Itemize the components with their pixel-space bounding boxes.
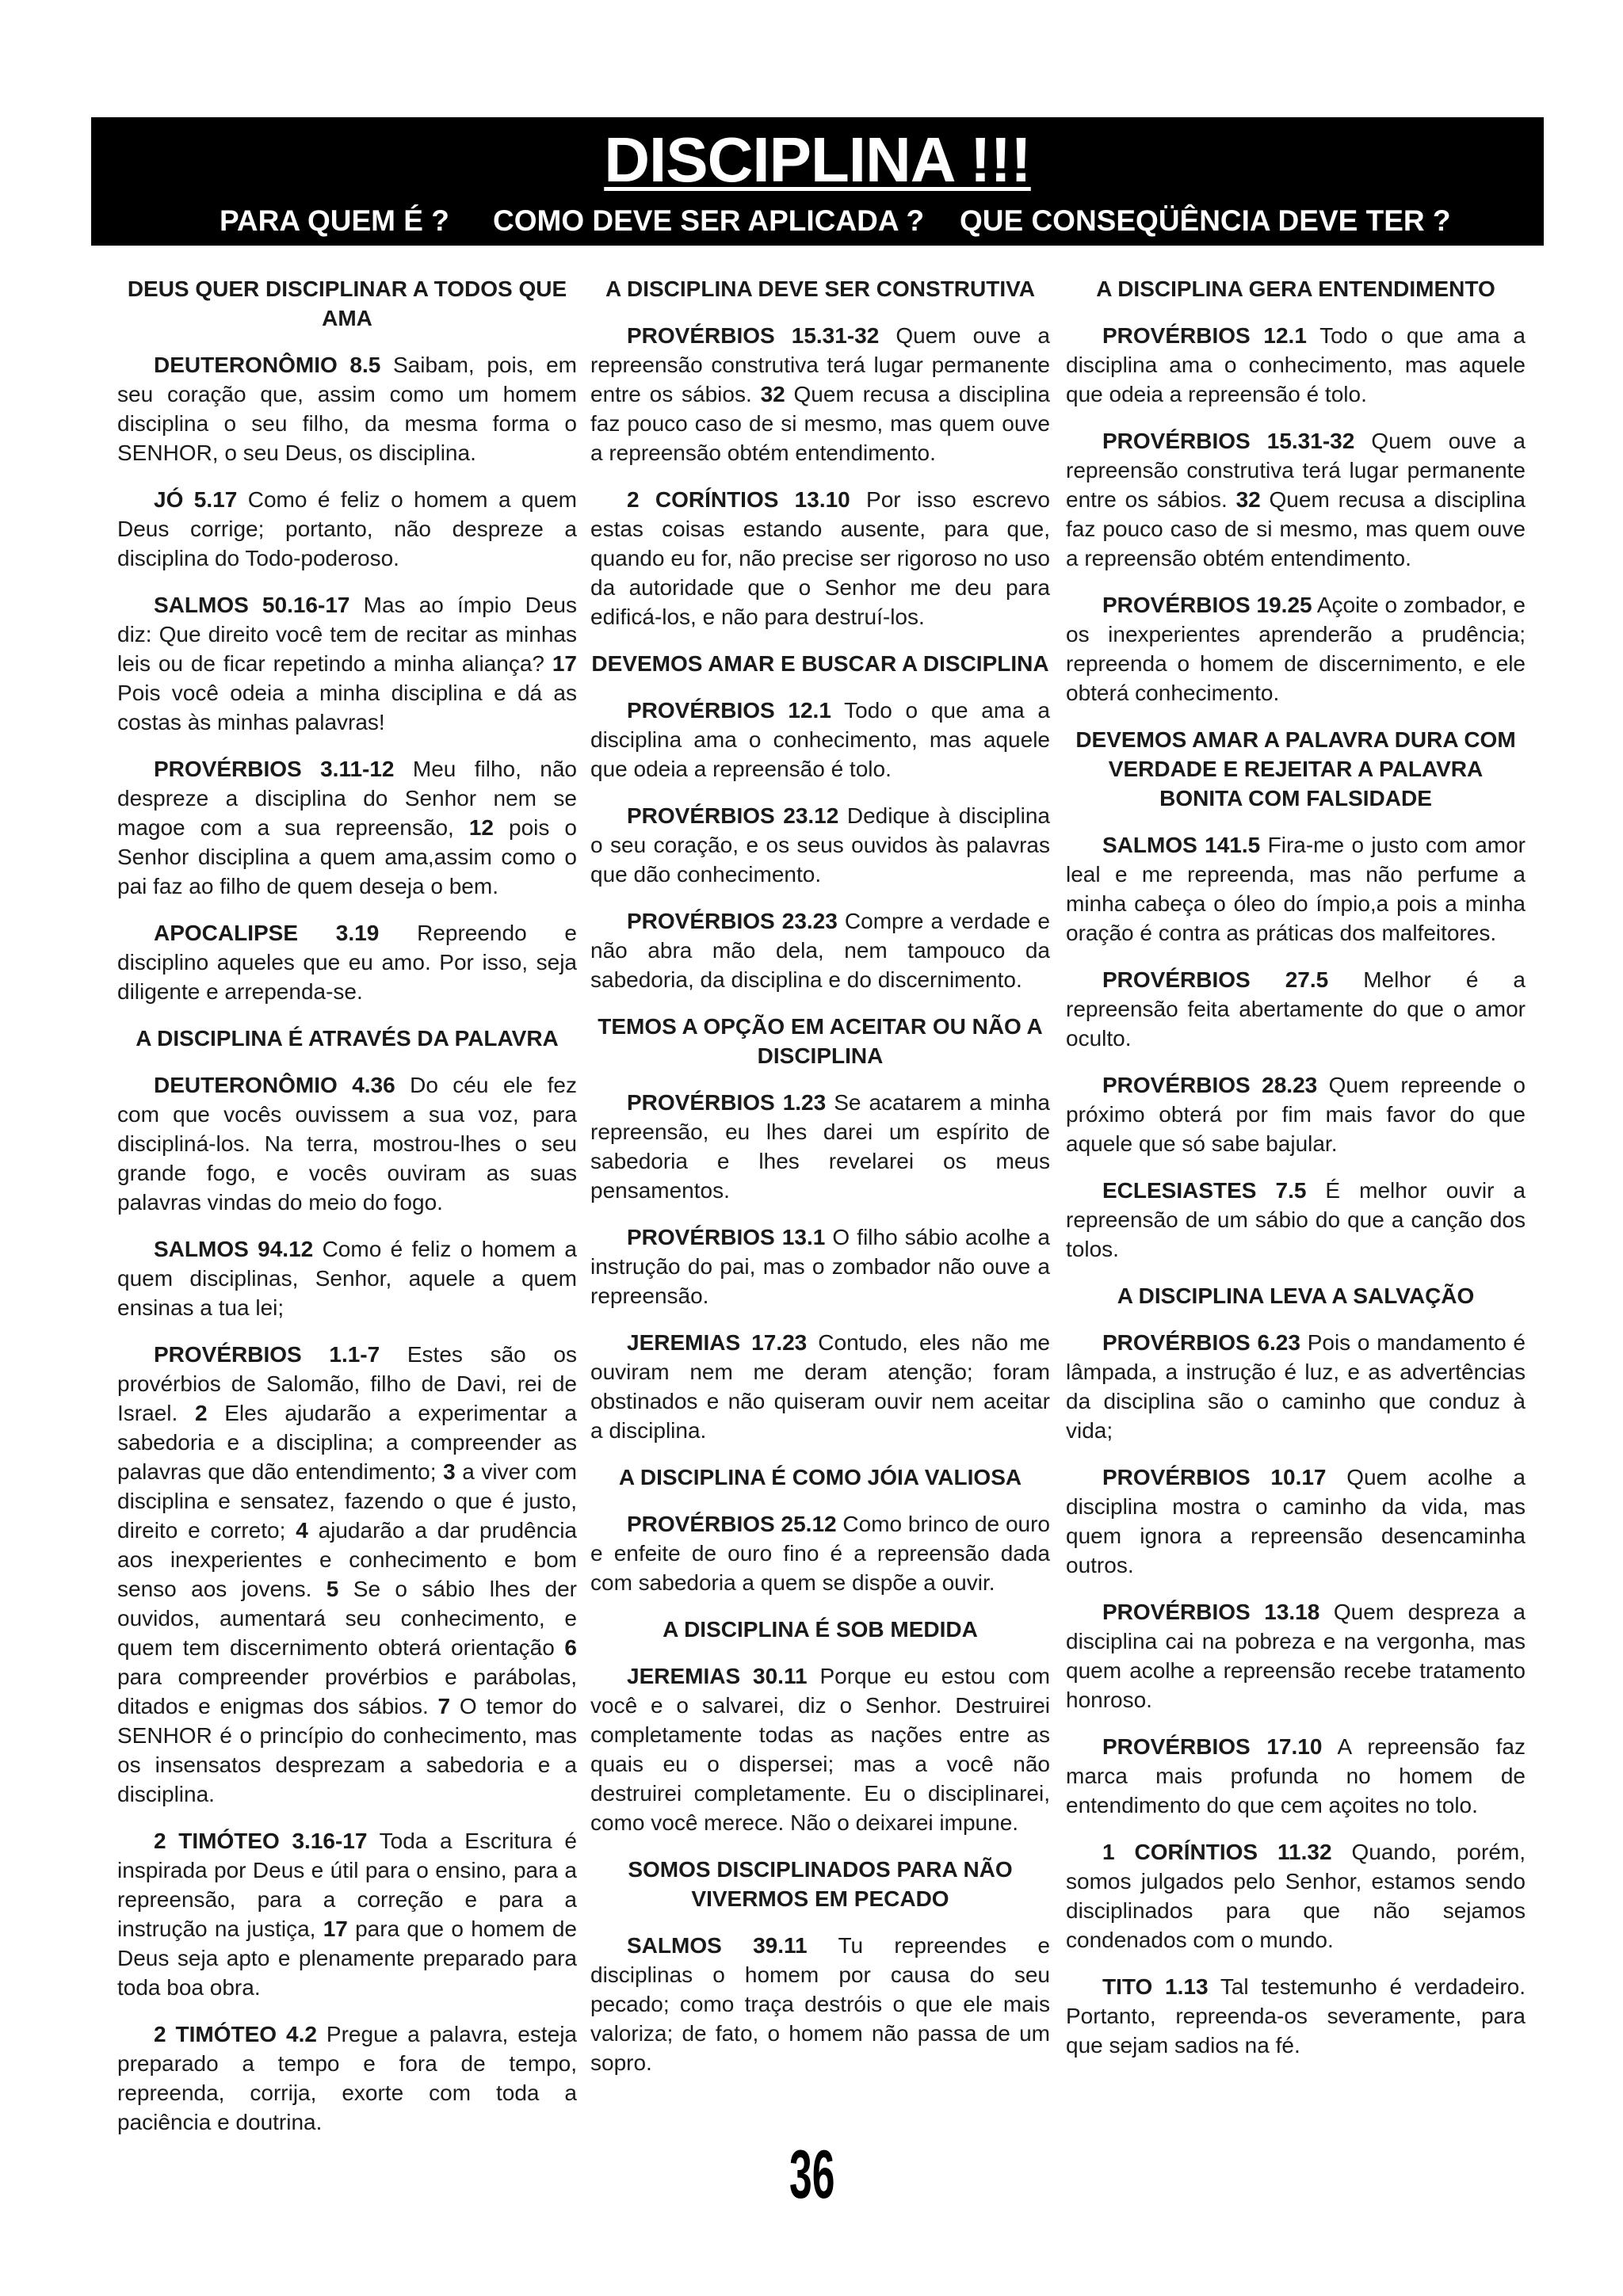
verse-text: Por isso escrevo estas coisas estando ausente, para que, quando eu for, não precise ser rigoroso no uso da autoridade que o Senhor me deu para edificá-los, e não para destruí-los. bbox=[590, 487, 1051, 629]
verse-text: Saibam, pois, em seu coração que, assim como um homem disciplina o seu filho, da mesma forma o SENHOR, o seu Deus, os disciplina. bbox=[117, 353, 577, 465]
verse-reference: PROVÉRBIOS 17.10 bbox=[1102, 1734, 1323, 1759]
verse-paragraph bbox=[117, 754, 577, 901]
verse-paragraph bbox=[1066, 1837, 1526, 1955]
verse-reference: TITO 1.13 bbox=[1102, 1974, 1209, 1999]
verse-text: para compreender provérbios e parábolas, ditados e enigmas dos sábios. bbox=[117, 1665, 577, 1718]
section-heading: A DISCIPLINA É ATRAVÉS DA PALAVRA bbox=[136, 1026, 559, 1051]
verse-number: 17 bbox=[323, 1917, 348, 1941]
header-question-consequence: QUE CONSEQÜÊNCIA DEVE TER ? bbox=[960, 204, 1451, 237]
verse-text: Meu filho, não despreze a disciplina do Senhor nem se magoe com a sua repreensão, bbox=[117, 757, 577, 840]
page-header bbox=[91, 117, 1544, 246]
verse-paragraph bbox=[590, 801, 1050, 889]
verse-reference: PROVÉRBIOS 1.23 bbox=[627, 1090, 827, 1115]
verse-text: A repreensão faz marca mais profunda no homem de entendimento do que cem açoites no tolo. bbox=[1066, 1734, 1526, 1817]
verse-text: Tal testemunho é verdadeiro. Portanto, repreenda-os severamente, para que sejam sadios na fé. bbox=[1066, 1974, 1526, 2058]
verse-text: Se acatarem a minha repreensão, eu lhes darei um espírito de sabedoria e lhes revelarei os meus pensamentos. bbox=[590, 1090, 1050, 1203]
verse-reference: JEREMIAS 30.11 bbox=[627, 1664, 808, 1688]
verse-text: Como é feliz o homem a quem Deus corrige; portanto, não despreze a disciplina do Todo-poderoso. bbox=[117, 487, 577, 570]
verse-paragraph bbox=[1066, 590, 1526, 707]
verse-text: Pois você odeia a minha disciplina e dá as costas às minhas palavras! bbox=[117, 681, 577, 734]
verse-number: 2 bbox=[194, 1401, 208, 1425]
verse-number: 7 bbox=[437, 1694, 451, 1718]
verse-paragraph bbox=[1066, 1328, 1526, 1445]
verse-reference: PROVÉRBIOS 27.5 bbox=[1102, 967, 1329, 992]
verse-paragraph bbox=[117, 485, 577, 573]
verse-text: Eles ajudarão a experimentar a sabedoria e a disciplina; a compreender as palavras que dão entendimento; bbox=[117, 1401, 577, 1484]
text-column-2 bbox=[590, 274, 1050, 2095]
verse-reference: ECLESIASTES 7.5 bbox=[1102, 1178, 1307, 1203]
section-heading: A DISCIPLINA É COMO JÓIA VALIOSA bbox=[618, 1465, 1022, 1489]
verse-paragraph bbox=[1066, 1070, 1526, 1158]
verse-number: 12 bbox=[468, 815, 494, 840]
verse-reference: PROVÉRBIOS 28.23 bbox=[1102, 1073, 1318, 1097]
verse-text: a viver com disciplina e sensatez, fazendo o que é justo, direito e correto; bbox=[117, 1459, 577, 1543]
verse-paragraph bbox=[590, 696, 1050, 784]
header-question-who: PARA QUEM É ? bbox=[220, 204, 449, 237]
verse-reference: PROVÉRBIOS 23.12 bbox=[627, 803, 839, 828]
verse-reference: JEREMIAS 17.23 bbox=[627, 1330, 808, 1355]
verse-text: Compre a verdade e não abra mão dela, nem tampouco da sabedoria, da disciplina e do discernimento. bbox=[590, 909, 1050, 992]
verse-text: É melhor ouvir a repreensão de um sábio do que a canção dos tolos. bbox=[1066, 1178, 1526, 1261]
verse-text: Melhor é a repreensão feita abertamente do que o amor oculto. bbox=[1066, 967, 1526, 1051]
verse-text: Quem repreende o próximo obterá por fim mais favor do que aquele que só sabe bajular. bbox=[1066, 1073, 1526, 1156]
verse-text: ajudarão a dar prudência aos inexperientes e conhecimento e bom senso aos jovens. bbox=[117, 1518, 577, 1601]
verse-text: Toda a Escritura é inspirada por Deus e útil para o ensino, para a repreensão, para a correção e para a instrução na justiça, bbox=[117, 1829, 577, 1941]
verse-reference: DEUTERONÔMIO 8.5 bbox=[154, 353, 381, 377]
verse-reference: PROVÉRBIOS 25.12 bbox=[627, 1512, 837, 1536]
verse-reference: SALMOS 50.16-17 bbox=[154, 593, 350, 617]
verse-text: Todo o que ama a disciplina ama o conhecimento, mas aquele que odeia a repreensão é tolo. bbox=[1066, 323, 1526, 406]
section-heading: A DISCIPLINA GERA ENTENDIMENTO bbox=[1096, 277, 1495, 301]
verse-text: O temor do SENHOR é o princípio do conhecimento, mas os insensatos desprezam a sabedoria e a disciplina. bbox=[117, 1694, 577, 1806]
verse-paragraph bbox=[590, 321, 1050, 467]
verse-reference: PROVÉRBIOS 10.17 bbox=[1102, 1465, 1327, 1489]
verse-text: Todo o que ama a disciplina ama o conhecimento, mas aquele que odeia a repreensão é tolo. bbox=[590, 698, 1051, 781]
verse-reference: APOCALIPSE 3.19 bbox=[154, 921, 380, 945]
verse-text: para que o homem de Deus seja apto e plenamente preparado para toda boa obra. bbox=[117, 1917, 577, 2000]
verse-paragraph bbox=[1066, 1972, 1526, 2060]
verse-reference: 2 CORÍNTIOS 13.10 bbox=[627, 487, 850, 512]
verse-text: Quem ouve a repreensão construtiva terá lugar permanente entre os sábios. bbox=[1066, 429, 1526, 512]
verse-paragraph bbox=[117, 590, 577, 737]
verse-text: Quem recusa a disciplina faz pouco caso de si mesmo, mas quem ouve a repreensão obtém entendimento. bbox=[590, 382, 1051, 465]
verse-text: Porque eu estou com você e o salvarei, diz o Senhor. Destruirei completamente todas as nações entre as quais eu o dispersei; mas a você não destruirei completamente. Eu o disciplinarei, como você merece. Não o deixarei impune. bbox=[590, 1664, 1050, 1835]
verse-paragraph bbox=[1066, 426, 1526, 573]
verse-paragraph bbox=[117, 1826, 577, 2002]
section-heading: A DISCIPLINA LEVA A SALVAÇÃO bbox=[1117, 1283, 1475, 1308]
verse-text: Pregue a palavra, esteja preparado a tempo e fora de tempo, repreenda, corrija, exorte com toda a paciência e doutrina. bbox=[117, 2022, 577, 2134]
verse-reference: PROVÉRBIOS 3.11-12 bbox=[154, 757, 395, 781]
verse-paragraph bbox=[117, 350, 577, 467]
verse-number: 17 bbox=[552, 651, 577, 676]
verse-reference: 2 TIMÓTEO 4.2 bbox=[154, 2022, 317, 2046]
verse-reference: PROVÉRBIOS 13.18 bbox=[1102, 1600, 1320, 1624]
verse-paragraph bbox=[117, 918, 577, 1006]
verse-paragraph bbox=[590, 1509, 1050, 1597]
section-heading: DEUS QUER DISCIPLINAR A TODOS QUE AMA bbox=[127, 277, 567, 330]
section-heading: DEVEMOS AMAR A PALAVRA DURA COM VERDADE E REJEITAR A PALAVRA BONITA COM FALSIDADE bbox=[1075, 727, 1516, 810]
verse-reference: PROVÉRBIOS 15.31-32 bbox=[627, 323, 880, 348]
verse-paragraph bbox=[1066, 965, 1526, 1053]
section-heading: DEVEMOS AMAR E BUSCAR A DISCIPLINA bbox=[591, 651, 1049, 676]
verse-text: Do céu ele fez com que vocês ouvissem a sua voz, para discipliná-los. Na terra, mostrou-lhes o seu grande fogo, e vocês ouviram as suas palavras vindas do meio do fogo. bbox=[117, 1073, 577, 1215]
verse-text: Fira-me o justo com amor leal e me repreenda, mas não perfume a minha cabeça o óleo do ímpio,a pois a minha oração é contra as práticas dos malfeitores. bbox=[1066, 833, 1526, 945]
verse-paragraph bbox=[590, 1328, 1050, 1445]
verse-reference: PROVÉRBIOS 15.31-32 bbox=[1102, 429, 1355, 453]
verse-paragraph bbox=[590, 1222, 1050, 1310]
verse-paragraph bbox=[1066, 1597, 1526, 1714]
verse-number: 6 bbox=[564, 1635, 577, 1660]
verse-text: Quem recusa a disciplina faz pouco caso de si mesmo, mas quem ouve a repreensão obtém entendimento. bbox=[1066, 487, 1526, 570]
verse-text: Tu repreendes e disciplinas o homem por causa do seu pecado; como traça destróis o que ele mais valoriza; de fato, o homem não passa de um sopro. bbox=[590, 1933, 1050, 2075]
verse-number: 32 bbox=[1235, 487, 1261, 512]
verse-paragraph bbox=[117, 1234, 577, 1322]
verse-number: 4 bbox=[296, 1518, 308, 1543]
verse-text: Quem ouve a repreensão construtiva terá lugar permanente entre os sábios. bbox=[590, 323, 1050, 406]
verse-paragraph bbox=[1066, 321, 1526, 409]
section-heading: A DISCIPLINA É SOB MEDIDA bbox=[663, 1617, 978, 1642]
verse-reference: PROVÉRBIOS 6.23 bbox=[1102, 1330, 1300, 1355]
verse-reference: SALMOS 39.11 bbox=[627, 1933, 808, 1958]
text-column-3 bbox=[1066, 274, 1526, 2077]
verse-text: Como é feliz o homem a quem disciplinas, Senhor, aquele a quem ensinas a tua lei; bbox=[117, 1237, 577, 1320]
verse-paragraph bbox=[117, 2019, 577, 2137]
verse-text: Quando, porém, somos julgados pelo Senhor, estamos sendo disciplinados para que não sejamos condenados com o mundo. bbox=[1066, 1840, 1526, 1952]
verse-paragraph bbox=[590, 1931, 1050, 2077]
verse-reference: 2 TIMÓTEO 3.16-17 bbox=[154, 1829, 368, 1853]
text-column-1 bbox=[117, 274, 577, 2154]
verse-text: Contudo, eles não me ouviram nem me deram atenção; foram obstinados e não quiseram ouvir nem aceitar a disciplina. bbox=[590, 1330, 1050, 1443]
verse-text: Se o sábio lhes der ouvidos, aumentará seu conhecimento, e quem tem discernimento obterá orientação bbox=[117, 1577, 577, 1660]
verse-reference: DEUTERONÔMIO 4.36 bbox=[154, 1073, 395, 1097]
verse-number: 32 bbox=[760, 382, 785, 406]
section-heading: A DISCIPLINA DEVE SER CONSTRUTIVA bbox=[605, 277, 1035, 301]
verse-paragraph bbox=[1066, 830, 1526, 948]
section-heading: TEMOS A OPÇÃO EM ACEITAR OU NÃO A DISCIPLINA bbox=[598, 1014, 1043, 1068]
verse-text: Quem despreza a disciplina cai na pobreza e na vergonha, mas quem acolhe a repreensão recebe tratamento honroso. bbox=[1066, 1600, 1526, 1712]
verse-reference: PROVÉRBIOS 12.1 bbox=[1102, 323, 1307, 348]
page-number: 36 bbox=[789, 2137, 835, 2213]
verse-reference: SALMOS 94.12 bbox=[154, 1237, 314, 1261]
verse-paragraph bbox=[590, 906, 1050, 994]
verse-paragraph bbox=[590, 485, 1050, 631]
verse-text: O filho sábio acolhe a instrução do pai, mas o zombador não ouve a repreensão. bbox=[590, 1225, 1051, 1308]
verse-paragraph bbox=[1066, 1463, 1526, 1580]
verse-number: 3 bbox=[443, 1459, 456, 1484]
verse-text: Açoite o zombador, e os inexperientes aprenderão a prudência; repreenda o homem de discernimento, e ele obterá conhecimento. bbox=[1066, 593, 1526, 705]
verse-text: Pois o mandamento é lâmpada, a instrução é luz, e as advertências da disciplina são o caminho que conduz à vida; bbox=[1066, 1330, 1526, 1443]
verse-paragraph bbox=[590, 1088, 1050, 1205]
verse-text: Dedique à disciplina o seu coração, e os seus ouvidos às palavras que dão conhecimento. bbox=[590, 803, 1050, 887]
verse-text: Estes são os provérbios de Salomão, filho de Davi, rei de Israel. bbox=[117, 1342, 577, 1425]
verse-text: Mas ao ímpio Deus diz: Que direito você tem de recitar as minhas leis ou de ficar repetindo a minha aliança? bbox=[117, 593, 577, 676]
verse-reference: PROVÉRBIOS 12.1 bbox=[627, 698, 831, 723]
verse-paragraph bbox=[590, 1661, 1050, 1837]
verse-reference: PROVÉRBIOS 19.25 bbox=[1102, 593, 1312, 617]
header-question-how: COMO DEVE SER APLICADA ? bbox=[493, 204, 925, 237]
verse-text: Repreendo e disciplino aqueles que eu amo. Por isso, seja diligente e arrependa-se. bbox=[117, 921, 577, 1004]
verse-number: 5 bbox=[326, 1577, 339, 1601]
verse-text: Como brinco de ouro e enfeite de ouro fino é a repreensão dada com sabedoria a quem se dispõe a ouvir. bbox=[590, 1512, 1050, 1595]
verse-paragraph bbox=[1066, 1732, 1526, 1820]
verse-paragraph bbox=[117, 1070, 577, 1217]
verse-text: Quem acolhe a disciplina mostra o caminho da vida, mas quem ignora a repreensão desencaminha outros. bbox=[1066, 1465, 1526, 1577]
verse-reference: PROVÉRBIOS 23.23 bbox=[627, 909, 838, 933]
verse-paragraph bbox=[1066, 1176, 1526, 1264]
verse-paragraph bbox=[117, 1340, 577, 1809]
verse-reference: 1 CORÍNTIOS 11.32 bbox=[1102, 1840, 1332, 1864]
page-title: DISCIPLINA !!! bbox=[604, 124, 1031, 195]
verse-text: pois o Senhor disciplina a quem ama,assim como o pai faz ao filho de quem deseja o bem. bbox=[117, 815, 578, 898]
verse-reference: PROVÉRBIOS 13.1 bbox=[627, 1225, 826, 1249]
verse-reference: PROVÉRBIOS 1.1-7 bbox=[154, 1342, 380, 1367]
verse-reference: JÓ 5.17 bbox=[154, 487, 238, 512]
section-heading: SOMOS DISCIPLINADOS PARA NÃO VIVERMOS EM PECADO bbox=[628, 1857, 1013, 1911]
verse-reference: SALMOS 141.5 bbox=[1102, 833, 1261, 857]
